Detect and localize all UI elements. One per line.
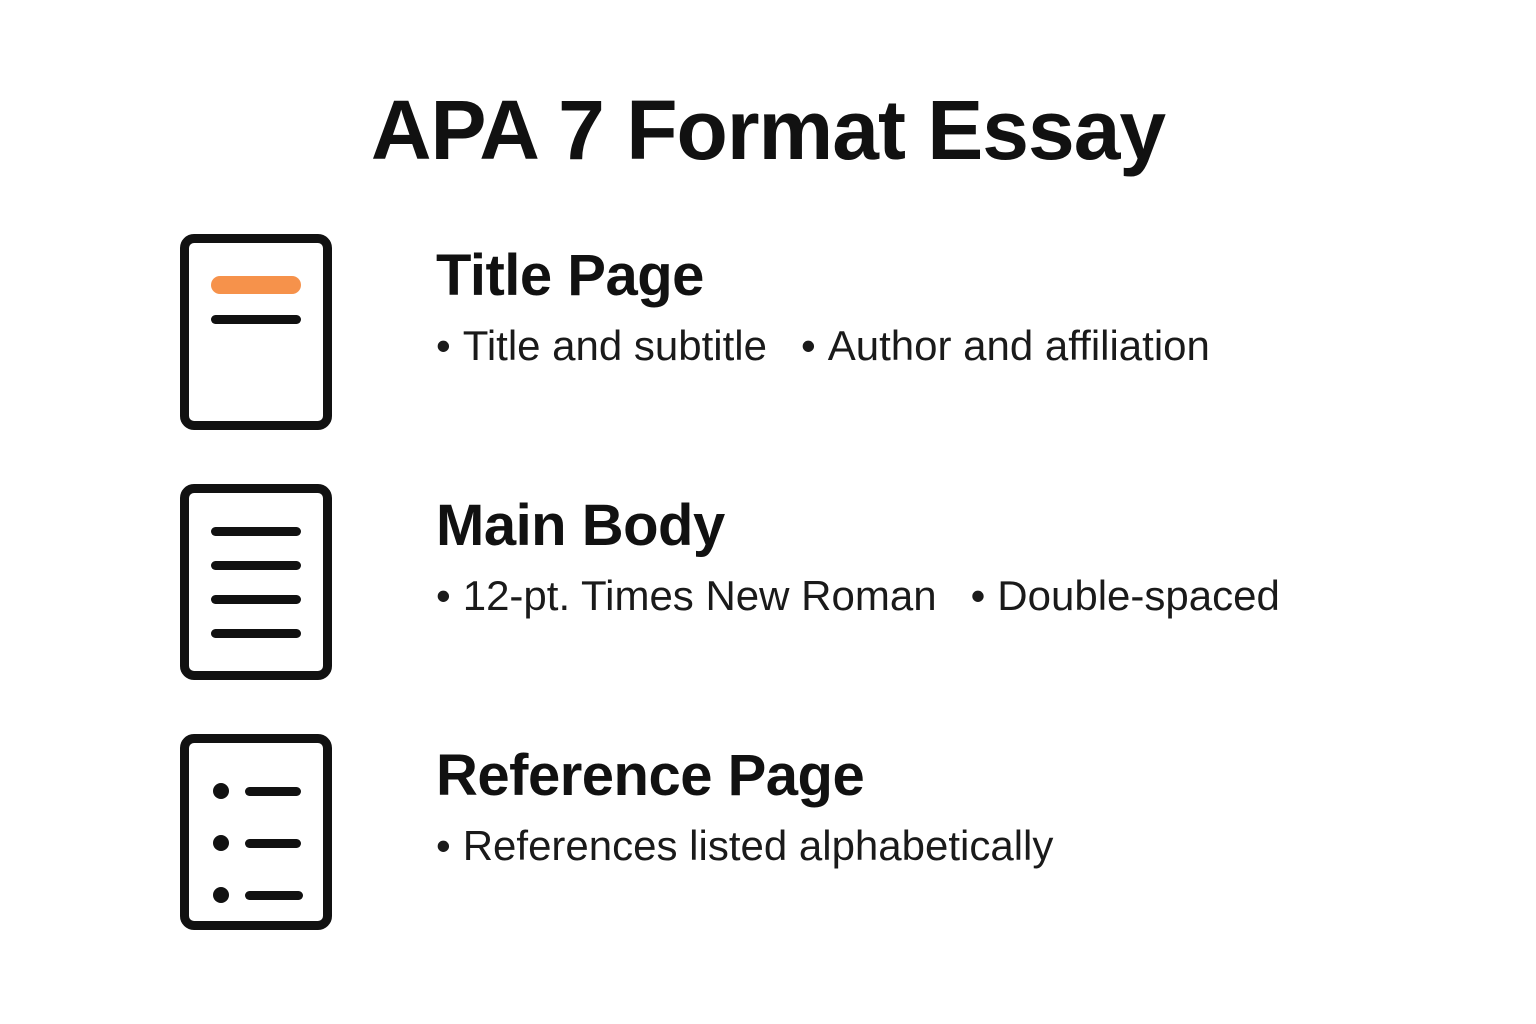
list-item <box>436 321 767 371</box>
page-title: APA 7 Format Essay <box>370 83 1166 177</box>
list-item-label: 12-pt. Times New Roman <box>462 571 937 619</box>
document-lines-group <box>211 527 301 663</box>
section-row <box>180 734 1536 930</box>
section-row <box>180 484 1536 680</box>
icon-container <box>180 234 340 430</box>
section-text <box>340 734 1536 871</box>
section-row <box>180 234 1536 430</box>
icon-container <box>180 734 340 930</box>
document-line <box>245 891 303 900</box>
document-list-icon <box>180 734 332 930</box>
document-lines-icon <box>180 484 332 680</box>
document-line <box>211 527 301 536</box>
list-item <box>801 321 1210 371</box>
document-line <box>245 787 301 796</box>
document-line <box>211 629 301 638</box>
section-heading: Reference Page <box>436 743 865 808</box>
document-list-row <box>213 887 301 903</box>
section-text <box>340 484 1536 621</box>
subtitle-line <box>211 315 301 324</box>
bullet-icon: • <box>801 321 816 369</box>
list-item <box>436 821 1053 871</box>
icon-container <box>180 484 340 680</box>
document-list-group <box>213 783 301 939</box>
accent-title-line <box>211 276 301 294</box>
list-item <box>436 571 937 621</box>
list-item-label: References listed alphabetically <box>462 821 1054 869</box>
sections-list <box>0 234 1536 930</box>
bullet-icon: • <box>436 821 451 869</box>
list-item-label: Author and affiliation <box>827 321 1210 369</box>
document-list-row <box>213 835 301 851</box>
section-heading: Main Body <box>436 493 725 558</box>
list-item-label: Title and subtitle <box>462 321 767 369</box>
document-line <box>211 595 301 604</box>
list-bullet-icon <box>213 835 229 851</box>
bullet-icon: • <box>970 571 986 619</box>
section-bullets <box>436 571 1536 621</box>
document-list-row <box>213 783 301 799</box>
section-bullets <box>436 821 1536 871</box>
list-item-label: Double-spaced <box>997 571 1280 619</box>
document-line <box>211 561 301 570</box>
list-bullet-icon <box>213 783 229 799</box>
bullet-icon: • <box>436 321 451 369</box>
document-title-page-icon <box>180 234 332 430</box>
bullet-icon: • <box>436 571 451 619</box>
list-item <box>971 571 1280 621</box>
section-heading: Title Page <box>436 243 704 308</box>
section-bullets <box>436 321 1536 371</box>
section-text <box>340 234 1536 371</box>
document-line <box>245 839 301 848</box>
list-bullet-icon <box>213 887 229 903</box>
